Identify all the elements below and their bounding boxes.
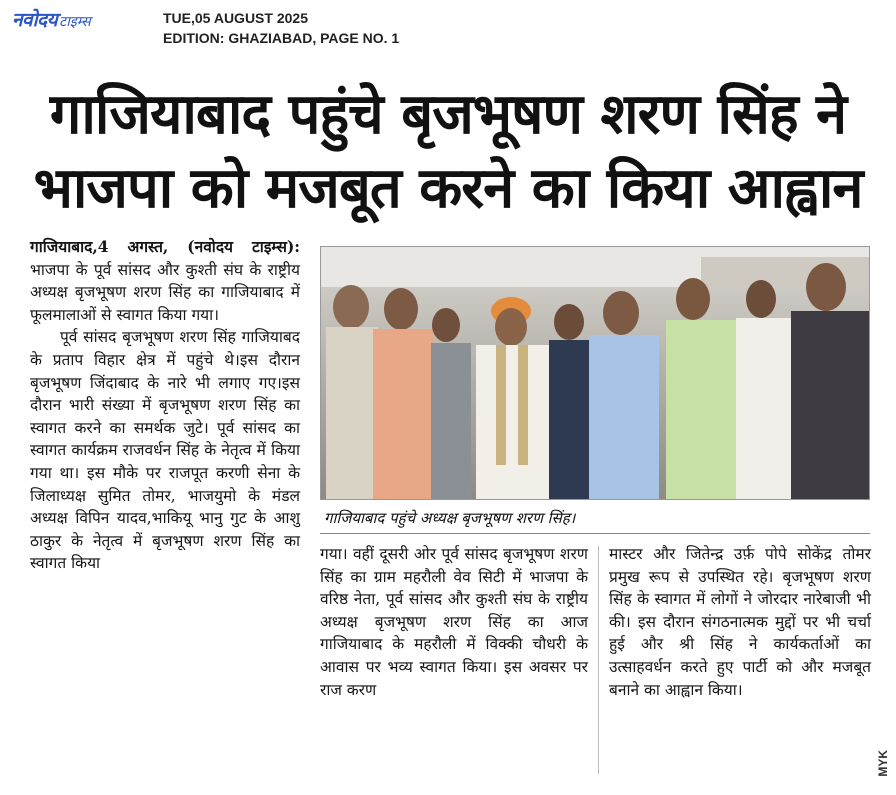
newspaper-page	[4, 60, 892, 795]
logo-main-text: नवोदय	[12, 9, 58, 31]
article-column-3-text: मास्टर और जितेन्द्र उर्फ़ पोपे सोकेंद्र तोमर प्रमुख रूप से उपस्थित रहे। बृजभूषण शरण सिंह के स्वागत में लोगों ने जोरदार नारेबाजी भी की। इस दौरान संगठनात्मक मुद्दों पर भी चर्चा हुई और श्री सिंह ने कार्यकर्ताओं का उत्साहवर्धन करते हुए पार्टी को और मजबूत बनाने का आह्वान किया।	[609, 545, 871, 699]
edition-info	[163, 8, 399, 48]
article-paragraph-1	[30, 236, 300, 326]
article-paragraph-2: पूर्व सांसद बृजभूषण शरण सिंह गाजियाबद के प्रताप विहार क्षेत्र में पहुंचे थे।इस दौरान बृजभूषण जिंदाबाद के नारे भी लगाए गए।इस दौरान भारी संख्या में बृजभूषण शरण सिंह का स्वागत करने का समर्थक जुटे। पूर्व सांसद का स्वागत कार्यक्रम राजवर्धन सिंह के नेतृत्व में किया गया था। इस मौके पर राजपूत करणी सेना के जिलाध्यक्ष सुमित तोमर, भाजयुमो के मंडल अध्यक्ष विपिन यादव,भाकियू भानु गुट के आशु ठाकुर के नेतृत्व में बृजभूषण शरण सिंह का स्वागत किया	[30, 328, 300, 573]
headline	[4, 78, 892, 226]
logo-sub-text: टाइम्स	[59, 14, 91, 30]
article-column-3	[609, 543, 871, 701]
photo-caption: गाजियाबाद पहुंचे अध्यक्ष बृजभूषण शरण सिंह।	[320, 502, 870, 534]
headline-line-1: गाजियाबाद पहुंचे बृजभूषण शरण सिंह ने	[49, 82, 847, 147]
column-divider	[598, 546, 599, 774]
article-photo	[320, 246, 870, 500]
group-photo-illustration	[321, 247, 870, 500]
article-column-1	[30, 236, 300, 575]
print-color-mark: MYK	[876, 750, 890, 777]
issue-date: TUE,05 AUGUST 2025	[163, 10, 308, 26]
page-header	[0, 0, 896, 60]
newspaper-logo[interactable]	[12, 6, 91, 32]
paragraph-1-text: भाजपा के पूर्व सांसद और कुश्ती संघ के राष्ट्रीय अध्यक्ष बृजभूषण शरण सिंह का गाजियाबाद में फूलमालाओं से स्वागत किया गया।	[30, 260, 300, 324]
dateline: गाजियाबाद,4 अगस्त, (नवोदय टाइम्स):	[30, 237, 300, 256]
headline-line-2: भाजपा को मजबूत करने का किया आह्वान	[33, 156, 863, 221]
edition-line: EDITION: GHAZIABAD, PAGE NO. 1	[163, 30, 400, 46]
article-column-2-text: गया। वहीं दूसरी ओर पूर्व सांसद बृजभूषण शरण सिंह का ग्राम महरौली वेव सिटी में भाजपा के वरिष्ठ नेता, पूर्व सांसद और कुश्ती संघ के राष्ट्रीय अध्यक्ष बृजभूषण शरण सिंह का आज गाजियाबाद के महरौली में विक्की चौधरी के आवास पर भव्य स्वागत किया। इस अवसर पर राज करण	[320, 545, 588, 699]
article-column-2	[320, 543, 588, 701]
